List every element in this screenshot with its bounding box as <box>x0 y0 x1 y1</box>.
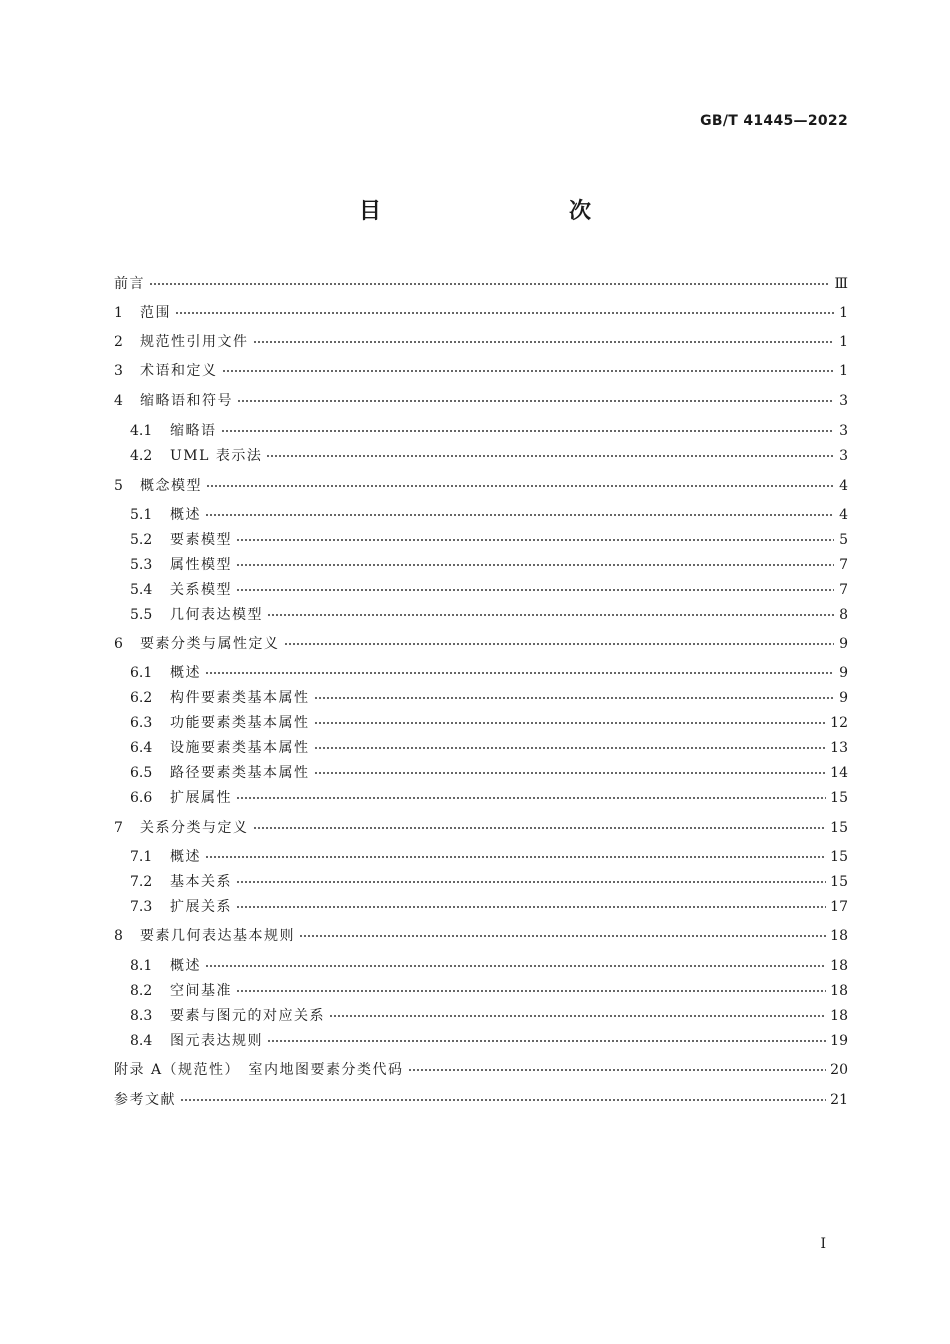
toc-entry-number: 5.3 <box>130 557 153 573</box>
toc-entry-page: 18 <box>830 983 848 999</box>
toc-entry-page: 17 <box>830 899 848 915</box>
toc-entry-number: 7.1 <box>130 849 153 865</box>
toc-leader-dots <box>253 341 835 343</box>
toc-entry-page: 18 <box>830 1008 848 1024</box>
toc-entry-number: 8 <box>114 928 123 944</box>
toc-entry-title: 关系模型 <box>170 582 232 598</box>
toc-entry-number: 5.5 <box>130 607 153 623</box>
toc-entry[interactable] <box>130 1031 848 1051</box>
toc-entry-title: 基本关系 <box>170 874 232 890</box>
toc-entry-title: 扩展属性 <box>170 790 232 806</box>
toc-entry-number: 6.3 <box>130 715 153 731</box>
toc-entry-title: 规范性引用文件 <box>140 334 249 350</box>
table-of-contents <box>114 0 848 1344</box>
toc-entry-page: 9 <box>839 665 848 681</box>
toc-entry[interactable] <box>130 981 848 1001</box>
toc-entry-page: 14 <box>830 765 848 781</box>
toc-entry-number: 6 <box>114 636 123 652</box>
toc-entry-page: 4 <box>839 507 848 523</box>
toc-leader-dots <box>236 906 826 908</box>
toc-leader-dots <box>314 722 827 724</box>
toc-leader-dots <box>205 965 826 967</box>
toc-leader-dots <box>175 312 834 314</box>
toc-entry-page: 7 <box>839 582 848 598</box>
toc-leader-dots <box>236 990 826 992</box>
toc-leader-dots <box>205 672 834 674</box>
toc-entry-title: 前言 <box>114 276 145 292</box>
toc-entry[interactable] <box>130 872 848 892</box>
toc-leader-dots <box>314 772 827 774</box>
toc-entry-page: 3 <box>839 448 848 464</box>
toc-entry-title: 附录 A（规范性） 室内地图要素分类代码 <box>114 1062 404 1078</box>
toc-entry-number: 5.2 <box>130 532 153 548</box>
toc-entry-number: 5 <box>114 478 123 494</box>
toc-leader-dots <box>236 539 834 541</box>
toc-leader-dots <box>329 1015 826 1017</box>
standard-code: GB/T 41445—2022 <box>700 113 848 129</box>
toc-entry-title: UML 表示法 <box>170 448 263 464</box>
toc-entry-title: 缩略语 <box>170 423 217 439</box>
toc-entry-title: 扩展关系 <box>170 899 232 915</box>
toc-leader-dots <box>266 455 834 457</box>
toc-entry[interactable] <box>130 580 848 600</box>
toc-leader-dots <box>180 1099 826 1101</box>
toc-entry-page: 9 <box>839 636 848 652</box>
toc-entry-title: 功能要素类基本属性 <box>170 715 310 731</box>
toc-entry-number: 4 <box>114 393 123 409</box>
toc-leader-dots <box>237 400 834 402</box>
toc-leader-dots <box>284 643 835 645</box>
toc-entry-page: 1 <box>839 334 848 350</box>
toc-entry-page: 1 <box>839 363 848 379</box>
toc-leader-dots <box>205 856 826 858</box>
toc-entry-page: 19 <box>830 1033 848 1049</box>
toc-entry[interactable] <box>130 788 848 808</box>
toc-entry-title: 属性模型 <box>170 557 232 573</box>
toc-entry-number: 7.2 <box>130 874 153 890</box>
toc-leader-dots <box>221 430 835 432</box>
toc-leader-dots <box>299 935 826 937</box>
toc-entry-title: 构件要素类基本属性 <box>170 690 310 706</box>
toc-entry[interactable] <box>130 446 848 466</box>
toc-entry-page: 18 <box>830 928 848 944</box>
toc-entry-page: 21 <box>830 1092 848 1108</box>
toc-entry-number: 2 <box>114 334 123 350</box>
toc-leader-dots <box>314 697 835 699</box>
toc-leader-dots <box>236 881 826 883</box>
toc-entry-number: 1 <box>114 305 123 321</box>
toc-entry[interactable] <box>114 634 848 654</box>
toc-entry-number: 8.4 <box>130 1033 153 1049</box>
toc-leader-dots <box>408 1069 827 1071</box>
toc-entry[interactable] <box>130 956 848 976</box>
toc-entry-title: 概念模型 <box>140 478 202 494</box>
toc-entry-page: 13 <box>830 740 848 756</box>
toc-leader-dots <box>149 283 830 285</box>
toc-entry-title: 关系分类与定义 <box>140 820 249 836</box>
toc-entry-number: 8.1 <box>130 958 153 974</box>
toc-entry-title: 设施要素类基本属性 <box>170 740 310 756</box>
toc-entry-page: 15 <box>830 849 848 865</box>
toc-entry-number: 7.3 <box>130 899 153 915</box>
page-title: 目 次 <box>358 199 639 224</box>
toc-entry-page: 15 <box>830 820 848 836</box>
toc-entry-title: 要素模型 <box>170 532 232 548</box>
toc-entry-number: 6.1 <box>130 665 153 681</box>
toc-entry-number: 6.4 <box>130 740 153 756</box>
toc-entry-page: 3 <box>839 393 848 409</box>
toc-entry[interactable] <box>130 1006 848 1026</box>
toc-leader-dots <box>267 1040 826 1042</box>
toc-entry-page: 8 <box>839 607 848 623</box>
toc-entry[interactable] <box>114 391 848 411</box>
toc-entry[interactable] <box>114 818 848 838</box>
toc-entry-number: 8.3 <box>130 1008 153 1024</box>
toc-entry-title: 要素几何表达基本规则 <box>140 928 295 944</box>
toc-entry-number: 5.4 <box>130 582 153 598</box>
toc-entry-title: 概述 <box>170 958 201 974</box>
toc-entry[interactable] <box>130 897 848 917</box>
toc-entry[interactable] <box>114 361 848 381</box>
toc-entry[interactable] <box>130 688 848 708</box>
toc-entry[interactable] <box>114 274 848 294</box>
toc-entry-page: Ⅲ <box>834 276 848 292</box>
toc-entry[interactable] <box>130 555 848 575</box>
toc-entry-title: 空间基准 <box>170 983 232 999</box>
toc-entry-title: 图元表达规则 <box>170 1033 263 1049</box>
toc-entry[interactable] <box>130 763 848 783</box>
toc-entry-title: 概述 <box>170 849 201 865</box>
toc-leader-dots <box>236 564 834 566</box>
toc-entry[interactable] <box>114 1060 848 1080</box>
toc-entry-number: 8.2 <box>130 983 153 999</box>
toc-entry-title: 范围 <box>140 305 171 321</box>
toc-entry[interactable] <box>130 847 848 867</box>
toc-leader-dots <box>206 485 834 487</box>
toc-entry-title: 缩略语和符号 <box>140 393 233 409</box>
toc-entry[interactable] <box>130 530 848 550</box>
toc-entry-title: 术语和定义 <box>140 363 218 379</box>
toc-entry-number: 6.2 <box>130 690 153 706</box>
toc-entry-title: 概述 <box>170 507 201 523</box>
toc-entry[interactable] <box>130 421 848 441</box>
toc-entry-number: 7 <box>114 820 123 836</box>
toc-entry-page: 18 <box>830 958 848 974</box>
toc-entry-number: 3 <box>114 363 123 379</box>
toc-entry[interactable] <box>114 303 848 323</box>
toc-entry-page: 7 <box>839 557 848 573</box>
toc-entry[interactable] <box>114 1090 848 1110</box>
toc-leader-dots <box>253 827 827 829</box>
toc-entry-page: 1 <box>839 305 848 321</box>
toc-entry-number: 4.2 <box>130 448 153 464</box>
toc-leader-dots <box>222 370 835 372</box>
page-number: Ⅰ <box>820 1236 826 1252</box>
toc-entry-number: 5.1 <box>130 507 153 523</box>
toc-leader-dots <box>236 589 834 591</box>
toc-entry-title: 概述 <box>170 665 201 681</box>
toc-entry-title: 要素与图元的对应关系 <box>170 1008 325 1024</box>
toc-entry-page: 15 <box>830 874 848 890</box>
toc-leader-dots <box>314 747 827 749</box>
toc-entry[interactable] <box>130 738 848 758</box>
toc-entry[interactable] <box>130 713 848 733</box>
toc-entry-title: 参考文献 <box>114 1092 176 1108</box>
toc-entry[interactable] <box>130 505 848 525</box>
toc-entry-page: 3 <box>839 423 848 439</box>
toc-entry-page: 20 <box>830 1062 848 1078</box>
toc-entry-page: 12 <box>830 715 848 731</box>
toc-entry-number: 4.1 <box>130 423 153 439</box>
toc-entry-page: 5 <box>839 532 848 548</box>
toc-entry-number: 6.5 <box>130 765 153 781</box>
toc-leader-dots <box>236 797 826 799</box>
toc-entry-title: 几何表达模型 <box>170 607 263 623</box>
toc-entry-title: 路径要素类基本属性 <box>170 765 310 781</box>
toc-entry[interactable] <box>114 926 848 946</box>
toc-entry[interactable] <box>114 332 848 352</box>
toc-entry[interactable] <box>114 476 848 496</box>
toc-leader-dots <box>205 514 834 516</box>
toc-entry[interactable] <box>130 663 848 683</box>
toc-entry-number: 6.6 <box>130 790 153 806</box>
toc-leader-dots <box>267 614 834 616</box>
toc-entry-page: 9 <box>839 690 848 706</box>
toc-entry-title: 要素分类与属性定义 <box>140 636 280 652</box>
toc-entry[interactable] <box>130 605 848 625</box>
toc-entry-page: 15 <box>830 790 848 806</box>
toc-entry-page: 4 <box>839 478 848 494</box>
